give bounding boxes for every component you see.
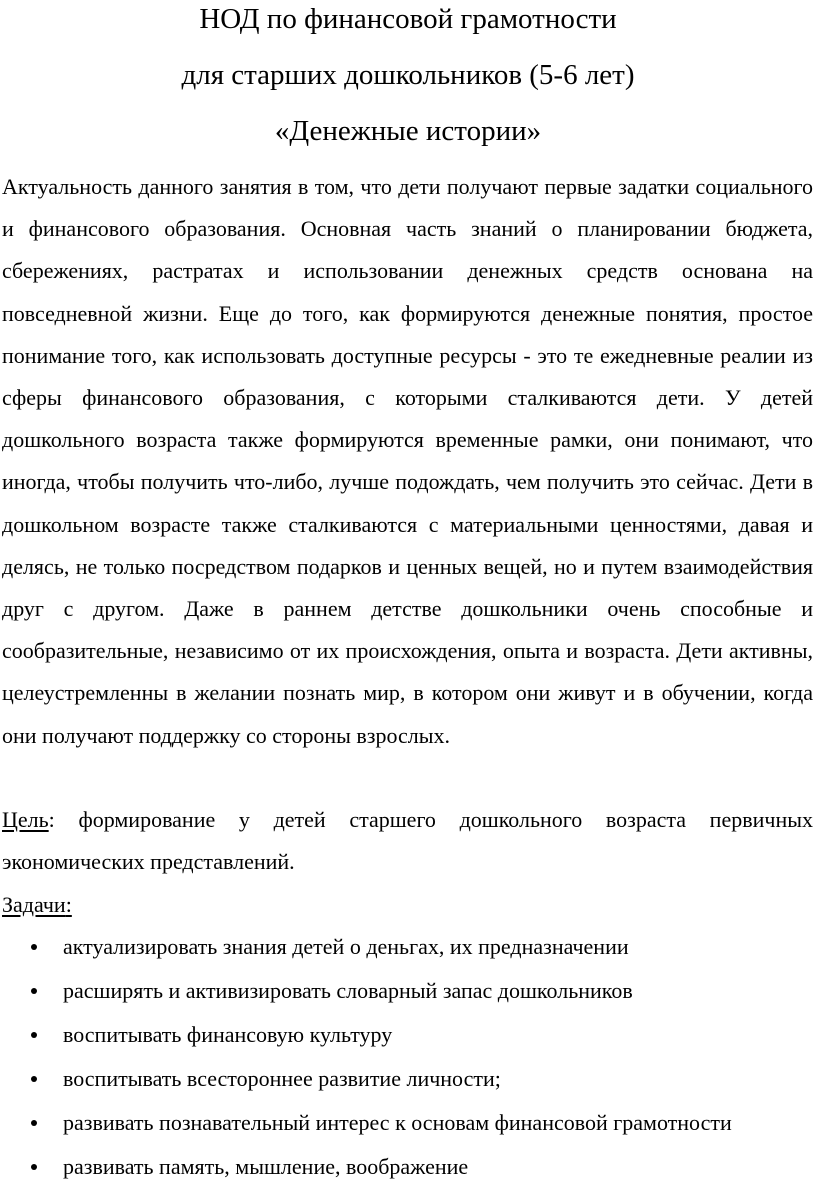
task-text: воспитывать всестороннее развитие личности; [63, 1066, 501, 1091]
bullet-icon [31, 1164, 37, 1170]
list-item [0, 1057, 816, 1101]
tasks-heading-text: Задачи [2, 892, 66, 917]
list-item [0, 969, 816, 1013]
title-line-2: для старших дошкольников (5-6 лет) [181, 59, 635, 91]
tasks-heading [2, 884, 72, 926]
title-line-3: «Денежные истории» [274, 115, 542, 147]
goal-paragraph [2, 799, 813, 883]
task-text: развивать познавательный интерес к основам финансовой грамотности [63, 1110, 732, 1135]
goal-text: формирование у детей старшего дошкольного возраста первичных экономических представлений. [2, 807, 813, 875]
list-item [0, 1013, 816, 1057]
relevance-paragraph: Актуальность данного занятия в том, что дети получают первые задатки социального и финансового образования. Основная часть знаний о планировании бюджета, сбережениях, растратах и использовании денежных средств основана на повседневной жизни. Еще до того, как формируются денежные понятия, простое понимание того, как использовать доступные ресурсы - это те ежедневные реалии из сферы финансового образования, с которыми сталкиваются дети. У детей дошкольного возраста также формируются временные рамки, они понимают, что иногда, чтобы получить что-либо, лучше подождать, чем получить это сейчас. Дети в дошкольном возрасте также сталкиваются с материальными ценностями, давая и делясь, не только посредством подарков и ценных вещей, но и путем взаимодействия друг с другом. Даже в раннем детстве дошкольники очень способные и сообразительные, независимо от их происхождения, опыта и возраста. Дети активны, целеустремленны в желании познать мир, в котором они живут и в обучении, когда они получают поддержку со стороны взрослых. [2, 174, 813, 748]
task-text: актуализировать знания детей о деньгах, их предназначении [63, 934, 629, 959]
bullet-icon [31, 1076, 37, 1082]
tasks-heading-colon: : [65, 892, 72, 917]
goal-separator: : [48, 807, 55, 832]
tasks-list [0, 925, 816, 1189]
list-item [0, 1145, 816, 1189]
title-line-1: НОД по финансовой грамотности [199, 3, 617, 35]
list-item [0, 925, 816, 969]
bullet-icon [31, 1032, 37, 1038]
task-text: расширять и активизировать словарный запас дошкольников [63, 978, 633, 1003]
task-text: развивать память, мышление, воображение [63, 1154, 469, 1179]
task-text: воспитывать финансовую культуру [63, 1022, 393, 1047]
bullet-icon [31, 944, 37, 950]
bullet-icon [31, 988, 37, 994]
tasks-heading-label [2, 892, 72, 917]
bullet-icon [31, 1120, 37, 1126]
list-item [0, 1101, 816, 1145]
goal-label: Цель [2, 807, 49, 832]
